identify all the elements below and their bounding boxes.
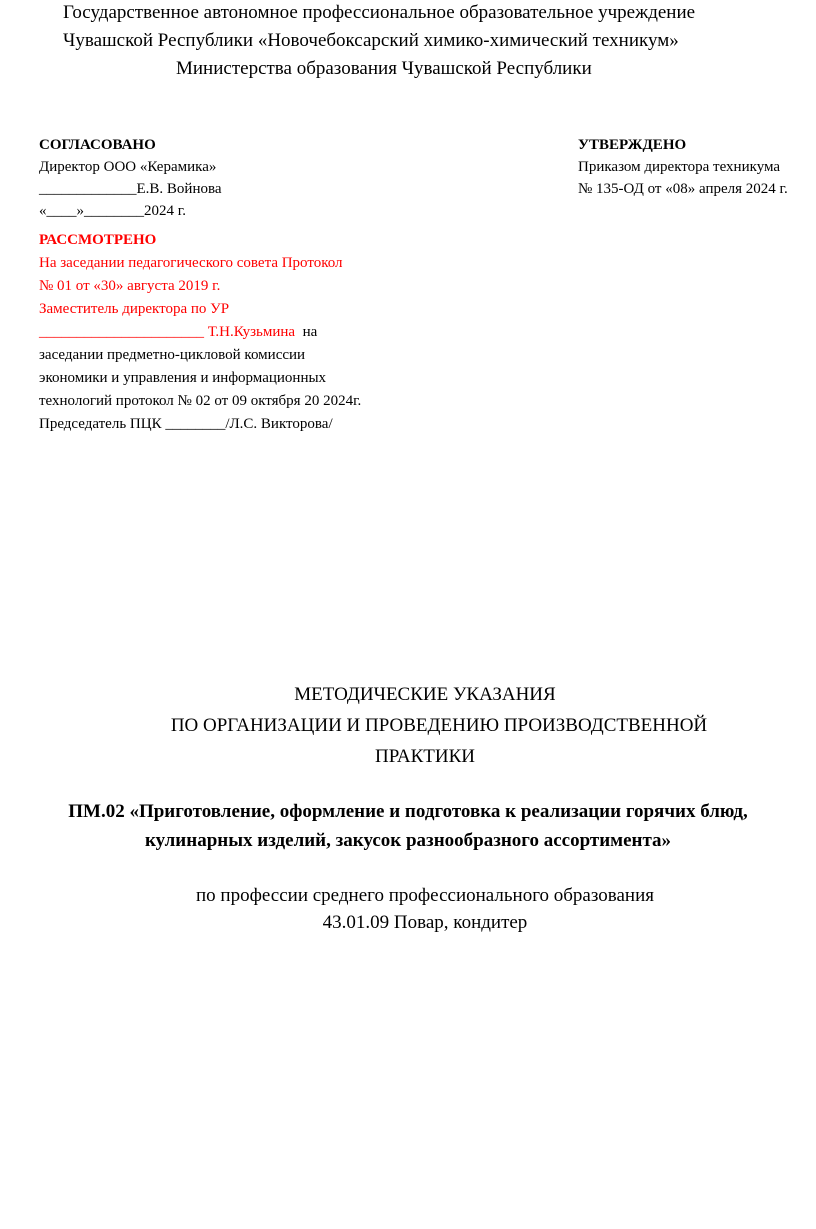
profession-line-2: 43.01.09 Повар, кондитер <box>322 912 528 933</box>
module-line-1: ПМ.02 «Приготовление, оформление и подготовка к реализации горячих блюд, <box>68 801 748 822</box>
approved-line-2: № 135-ОД от «08» апреля 2024 г. <box>578 181 788 197</box>
reviewed-line-6: экономики и управления и информационных <box>39 370 327 386</box>
reviewed-line-1: На заседании педагогического совета Протокол <box>39 255 343 271</box>
agreed-line-1: Директор ООО «Керамика» <box>39 159 217 175</box>
title-line-3: ПРАКТИКИ <box>375 746 475 767</box>
agreed-heading: СОГЛАСОВАНО <box>39 137 156 153</box>
approved-heading: УТВЕРЖДЕНО <box>578 137 687 153</box>
approved-block <box>578 134 816 204</box>
reviewed-line-8: Председатель ПЦК ________/Л.С. Викторова/ <box>39 416 333 432</box>
title-line-1: МЕТОДИЧЕСКИЕ УКАЗАНИЯ <box>294 684 556 705</box>
deputy-signature-tail: на <box>295 324 318 340</box>
module-line-2: кулинарных изделий, закусок разнообразного ассортимента» <box>144 830 672 851</box>
agreed-line-3: «____»________2024 г. <box>39 203 186 219</box>
reviewed-line-3: Заместитель директора по УР <box>39 301 230 317</box>
header-line-2: Чувашской Республики «Новочебоксарский химико-химический техникум» <box>63 30 679 51</box>
reviewed-line-7: технологий протокол № 02 от 09 октября 20 2024г. <box>39 393 362 409</box>
header-line-3: Министерства образования Чувашской Республики <box>176 58 592 79</box>
reviewed-line-2: № 01 от «30» августа 2019 г. <box>39 278 221 294</box>
title-line-2: ПО ОРГАНИЗАЦИИ И ПРОВЕДЕНИЮ ПРОИЗВОДСТВЕННОЙ <box>170 715 708 736</box>
header-line-1: Государственное автономное профессиональное образовательное учреждение <box>63 2 696 23</box>
approved-line-1: Приказом директора техникума <box>578 159 781 175</box>
reviewed-line-4 <box>39 321 317 344</box>
agreed-line-2: _____________Е.В. Войнова <box>39 181 222 197</box>
deputy-signature: ______________________ Т.Н.Кузьмина <box>39 324 296 340</box>
reviewed-line-5: заседании предметно-цикловой комиссии <box>39 347 306 363</box>
reviewed-heading: РАССМОТРЕНО <box>39 232 157 248</box>
profession-line-1: по профессии среднего профессионального образования <box>195 885 654 906</box>
